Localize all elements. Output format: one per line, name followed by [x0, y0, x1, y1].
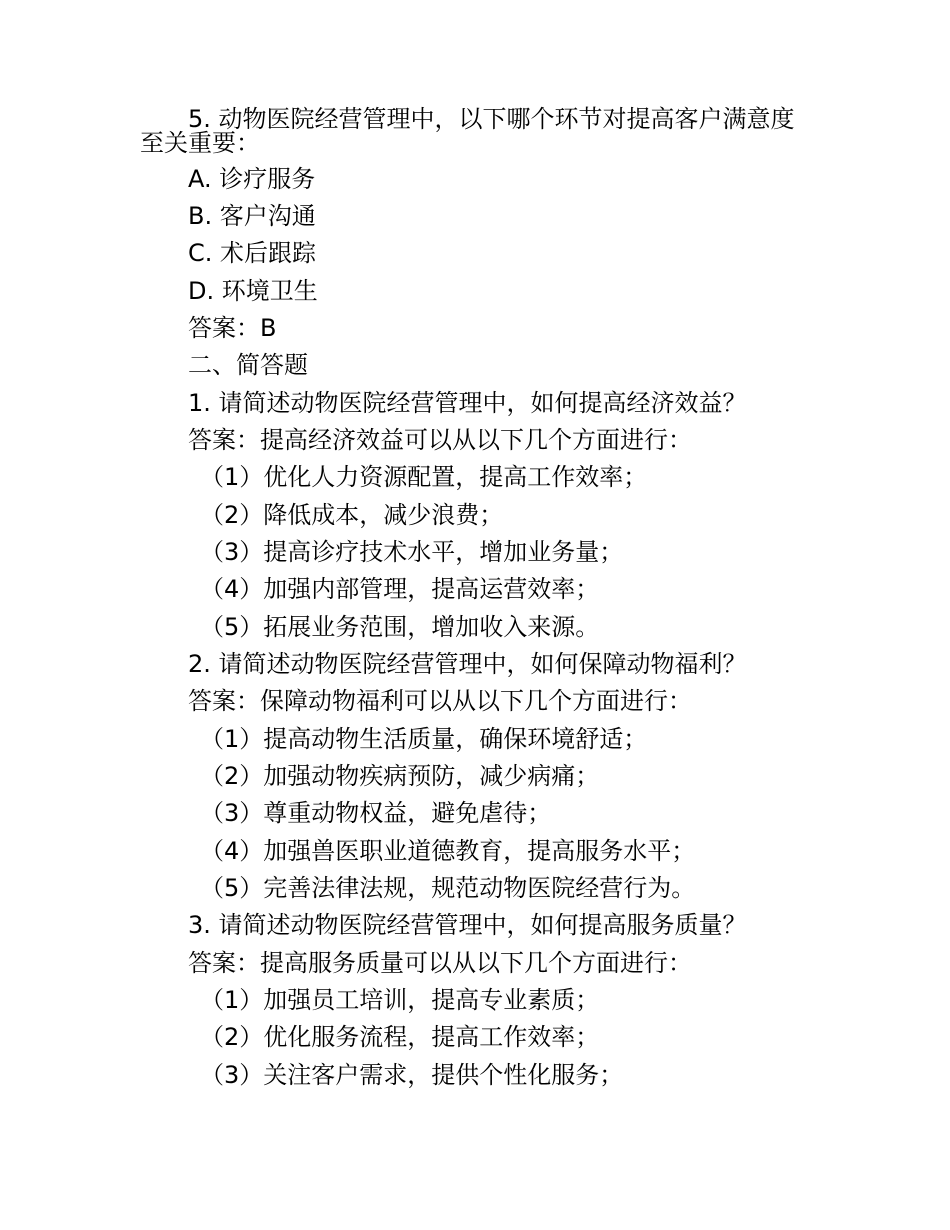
mc-question-line-1: 5. 动物医院经营管理中，以下哪个环节对提高客户满意度	[188, 105, 795, 133]
answer-2-point-3: （3）尊重动物权益，避免虐待；	[200, 799, 552, 827]
answer-3-point-2: （2）优化服务流程，提高工作效率；	[200, 1023, 600, 1051]
mc-question-line-2: 至关重要：	[140, 129, 260, 157]
answer-2-point-1: （1）提高动物生活质量，确保环境舒适；	[200, 725, 648, 753]
answer-1-intro: 答案：提高经济效益可以从以下几个方面进行：	[188, 426, 692, 454]
section-title: 二、简答题	[188, 351, 308, 379]
answer-3-intro: 答案：提高服务质量可以从以下几个方面进行：	[188, 949, 692, 977]
mc-option-b: B. 客户沟通	[188, 202, 316, 230]
question-1: 1. 请简述动物医院经营管理中，如何提高经济效益？	[188, 389, 747, 417]
mc-option-c: C. 术后跟踪	[188, 239, 317, 267]
mc-answer: 答案：B	[188, 314, 277, 342]
answer-2-point-4: （4）加强兽医职业道德教育，提高服务水平；	[200, 837, 696, 865]
answer-3-point-1: （1）加强员工培训，提高专业素质；	[200, 986, 600, 1014]
answer-2-point-2: （2）加强动物疾病预防，减少病痛；	[200, 762, 600, 790]
answer-1-point-1: （1）优化人力资源配置，提高工作效率；	[200, 463, 648, 491]
answer-1-point-3: （3）提高诊疗技术水平，增加业务量；	[200, 538, 624, 566]
mc-option-d: D. 环境卫生	[188, 277, 318, 305]
answer-1-point-5: （5）拓展业务范围，增加收入来源。	[200, 613, 600, 641]
question-2: 2. 请简述动物医院经营管理中，如何保障动物福利？	[188, 650, 747, 678]
answer-2-intro: 答案：保障动物福利可以从以下几个方面进行：	[188, 687, 692, 715]
answer-1-point-4: （4）加强内部管理，提高运营效率；	[200, 575, 600, 603]
answer-2-point-5: （5）完善法律法规，规范动物医院经营行为。	[200, 874, 696, 902]
question-3: 3. 请简述动物医院经营管理中，如何提高服务质量？	[188, 911, 747, 939]
answer-1-point-2: （2）降低成本，减少浪费；	[200, 501, 504, 529]
mc-option-a: A. 诊疗服务	[188, 165, 316, 193]
answer-3-point-3: （3）关注客户需求，提供个性化服务；	[200, 1061, 624, 1089]
